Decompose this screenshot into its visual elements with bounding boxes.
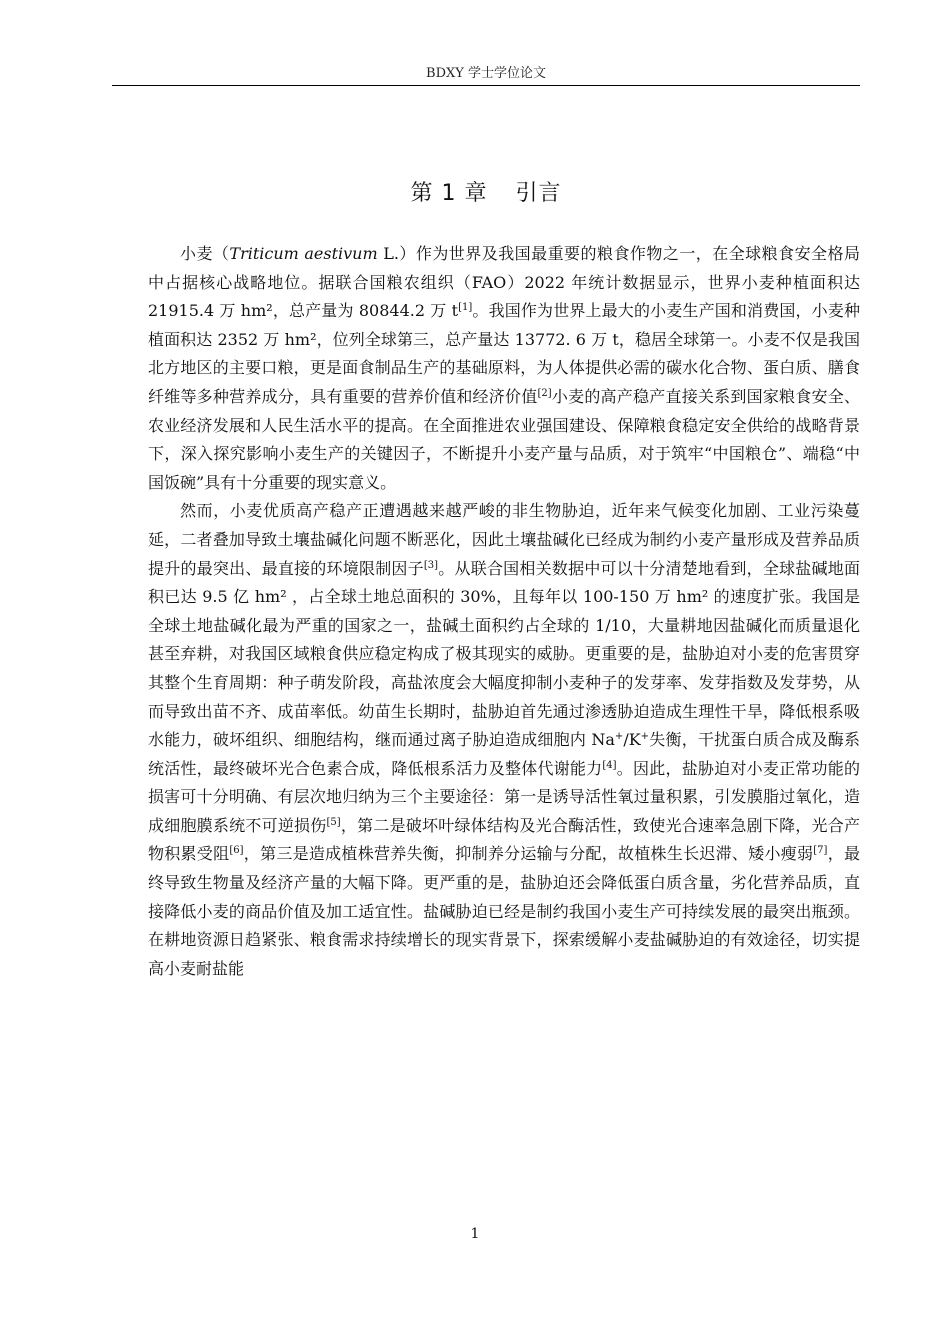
body-text xyxy=(148,240,860,983)
p1-text-2: L.）作为世界及我国最重要的粮食作物之一，在全球粮食安全格局中占据核心战略地位。据联合国粮农组织（FAO）2022 年统计数据显示，世界小麦种植面积达 21915.4 万 hm²，总产量为 80844.2 万 t xyxy=(148,244,860,321)
p2-text-2: 。从联合国相关数据中可以十分清楚地看到，全球盐碱地面积已达 9.5 亿 hm² ，占全球土地总面积的 30%，且每年以 100-150 万 hm² 的速度扩张。我国是全球土地盐碱化最为严重的国家之一，盐碱土面积约占全球的 1/10，大量耕地因盐碱化而质量退化甚至弃耕，对我国区域粮食供应稳定构成了极其现实的威胁。更重要的是，盐胁迫对小麦的危害贯穿其整个生育周期：种子萌发阶段，高盐浓度会大幅度抑制小麦种子的发芽率、发芽指数及发芽势，从而导致出苗不齐、成苗率低。幼苗生长期时，盐胁迫首先通过渗透胁迫造成生理性干旱，降低根系吸水能力，破坏组织、细胞结构，继而通过离子胁迫造成细胞内 Na xyxy=(148,558,860,750)
ion-slash: /K xyxy=(623,730,641,750)
species-name: Triticum aestivum xyxy=(229,244,378,263)
citation-4: [4] xyxy=(602,759,617,771)
citation-6: [6] xyxy=(229,845,244,857)
p1-text-3: 。我国作为世界上最大的小麦生产国和消费国，小麦种植面积达 2352 万 hm²，位列全球第三，总产量达 13772. 6 万 t，稳居全球第一。小麦不仅是我国北方地区的主要口粮，更是面食制品生产的基础原料，为人体提供必需的碳水化合物、蛋白质、膳食纤维等多种营养成分，具有重要的营养价值和经济价值 xyxy=(148,301,860,406)
page-number: 1 xyxy=(470,1226,480,1242)
p2-text-3: 失衡，干扰蛋白质合成及酶系统活性，最终破坏光合色素合成，降低根系活力及整体代谢能力 xyxy=(148,730,860,778)
chapter-title xyxy=(112,176,860,212)
citation-3: [3] xyxy=(423,559,439,571)
running-header: BDXY 学士学位论文 xyxy=(426,66,546,81)
p2-text-4: 。因此，盐胁迫对小麦正常功能的损害可十分明确、有层次地归纳为三个主要途径：第一是诱导活性氧过量积累，引发膜脂过氧化，造成细胞膜系统不可逆损伤 xyxy=(148,758,860,835)
p2-text-7: ，最终导致生物量及经济产量的大幅下降。更严重的是，盐胁迫还会降低蛋白质含量，劣化营养品质，直接降低小麦的商品价值及加工适宜性。盐碱胁迫已经是制约我国小麦生产可持续发展的最突出瓶颈。在耕地资源日趋紧张、粮食需求持续增长的现实背景下，探索缓解小麦盐碱胁迫的有效途径，切实提高小麦耐盐能 xyxy=(148,844,860,978)
superscript-plus: + xyxy=(640,731,650,743)
chapter-number: 第 1 章 xyxy=(410,181,488,206)
citation-7: [7] xyxy=(813,845,828,857)
p2-text-6: ，第三是造成植株营养失衡，抑制养分运输与分配，故植株生长迟滞、矮小瘦弱 xyxy=(243,844,814,864)
chapter-name: 引言 xyxy=(515,181,562,206)
p2-text-1: 然而，小麦优质高产稳产正遭遇越来越严峻的非生物胁迫，近年来气候变化加剧、工业污染蔓延，二者叠加导致土壤盐碱化问题不断恶化，因此土壤盐碱化已经成为制约小麦产量形成及营养品质提升的最突出、最直接的环境限制因子 xyxy=(148,501,860,578)
citation-1: [1] xyxy=(458,302,473,314)
paragraph-2 xyxy=(148,497,860,983)
citation-2: [2] xyxy=(537,387,552,399)
citation-5: [5] xyxy=(326,816,341,828)
p2-text-5: ，第二是破坏叶绿体结构及光合酶活性，致使光合速率急剧下降，光合产物积累受阻 xyxy=(148,815,860,864)
p1-text-1: 小麦（ xyxy=(180,244,230,263)
superscript-plus: + xyxy=(614,731,624,743)
p1-text-4: 小麦的高产稳产直接关系到国家粮食安全、农业经济发展和人民生活水平的提高。在全面推进农业强国建设、保障粮食稳定安全供给的战略背景下，深入探究影响小麦生产的关键因子，不断提升小麦产量与品质，对于筑牢“中国粮仓”、端稳“中国饭碗”具有十分重要的现实意义。 xyxy=(148,386,860,492)
header-rule xyxy=(112,85,860,86)
paragraph-1 xyxy=(148,240,860,497)
